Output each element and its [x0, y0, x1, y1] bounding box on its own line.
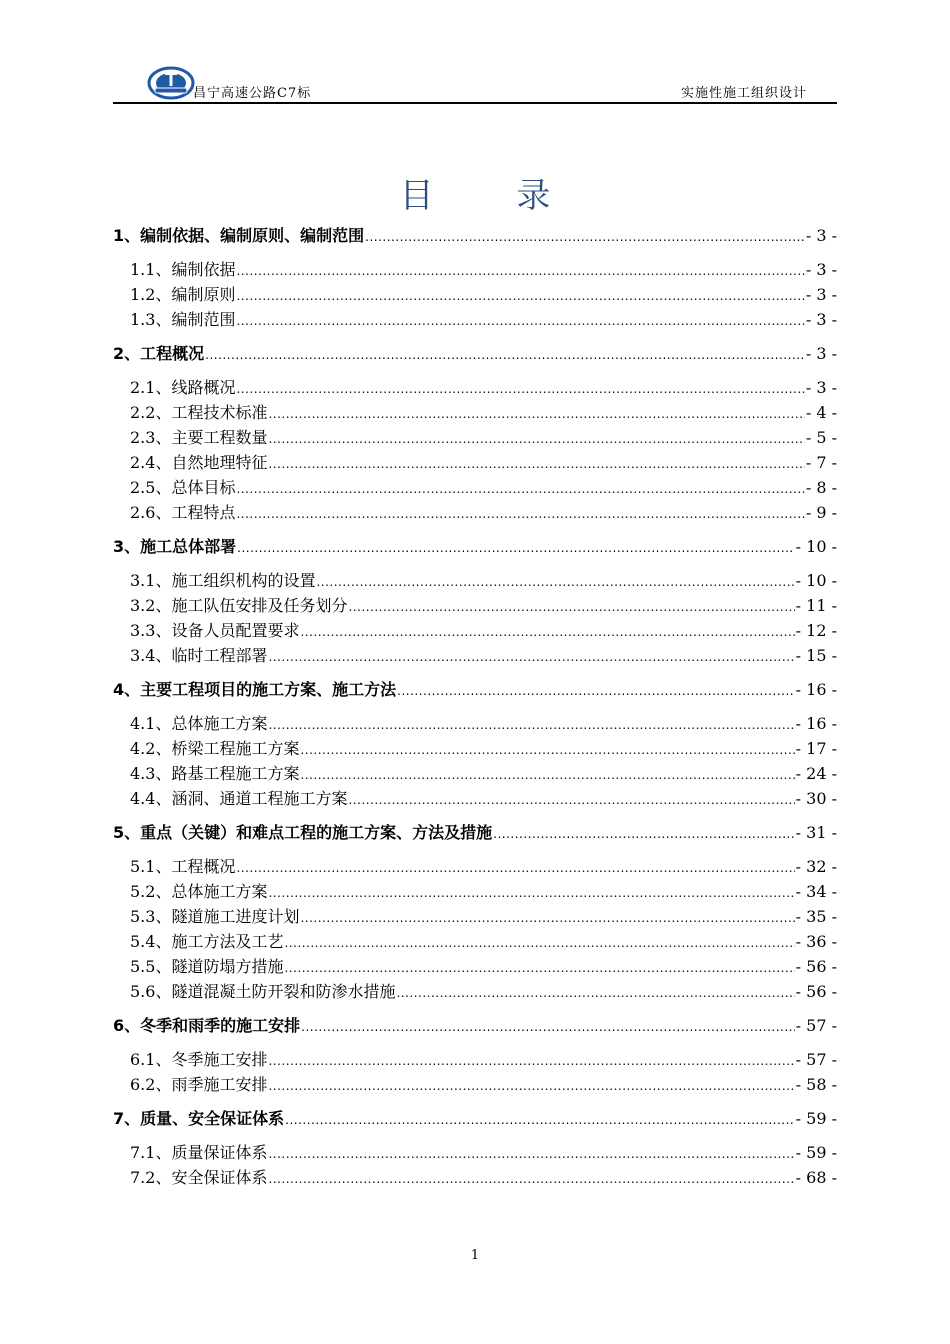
toc-entry-page: - 9 - — [805, 503, 837, 522]
toc-entry-label: 6、冬季和雨季的施工安排 — [113, 1016, 301, 1035]
toc-section-entry[interactable] — [130, 1166, 837, 1190]
toc-entry-page: - 34 - — [795, 882, 837, 901]
toc-section-entry[interactable] — [130, 980, 837, 1004]
toc-entry-label: 6.2、雨季施工安排 — [130, 1075, 268, 1094]
toc-entry-page: - 12 - — [795, 621, 837, 640]
toc-dot-leader — [268, 452, 804, 476]
toc-chapter-entry[interactable] — [113, 224, 837, 248]
toc-dot-leader — [397, 679, 795, 703]
toc-dot-leader — [348, 788, 794, 812]
toc-entry-page: - 30 - — [795, 789, 837, 808]
toc-entry-label: 3、施工总体部署 — [113, 537, 237, 556]
toc-entry-label: 5.3、隧道施工进度计划 — [130, 907, 300, 926]
toc-entry-label: 5.2、总体施工方案 — [130, 882, 268, 901]
toc-dot-leader — [236, 259, 804, 283]
toc-entry-label: 5.1、工程概况 — [130, 857, 236, 876]
header-project-name: 昌宁高速公路C7标 — [193, 86, 312, 101]
toc-entry-label: 7、质量、安全保证体系 — [113, 1109, 285, 1128]
toc-entry-label: 4.3、路基工程施工方案 — [130, 764, 300, 783]
toc-chapter-entry[interactable] — [113, 821, 837, 845]
toc-section-entry[interactable] — [130, 476, 837, 500]
toc-section-entry[interactable] — [130, 258, 837, 282]
toc-entry-label: 6.1、冬季施工安排 — [130, 1050, 268, 1069]
toc-section-entry[interactable] — [130, 1048, 837, 1072]
toc-dot-leader — [396, 981, 794, 1005]
toc-entry-label: 5.5、隧道防塌方措施 — [130, 957, 284, 976]
toc-section-entry[interactable] — [130, 712, 837, 736]
toc-dot-leader — [236, 502, 804, 526]
toc-entry-page: - 16 - — [795, 680, 837, 699]
toc-entry-label: 7.1、质量保证体系 — [130, 1143, 268, 1162]
company-logo-icon — [147, 66, 195, 100]
toc-entry-label: 5.6、隧道混凝土防开裂和防渗水措施 — [130, 982, 396, 1001]
toc-entry-label: 4.2、桥梁工程施工方案 — [130, 739, 300, 758]
toc-entry-label: 5、重点（关键）和难点工程的施工方案、方法及措施 — [113, 823, 493, 842]
toc-section-entry[interactable] — [130, 955, 837, 979]
header-document-type: 实施性施工组织设计 — [680, 86, 807, 101]
toc-entry-page: - 8 - — [805, 478, 837, 497]
toc-entry-label: 4.4、涵洞、通道工程施工方案 — [130, 789, 348, 808]
toc-section-entry[interactable] — [130, 930, 837, 954]
toc-dot-leader — [300, 763, 794, 787]
toc-dot-leader — [285, 1108, 795, 1132]
toc-entry-label: 7.2、安全保证体系 — [130, 1168, 268, 1187]
toc-section-entry[interactable] — [130, 1073, 837, 1097]
toc-entry-label: 5.4、施工方法及工艺 — [130, 932, 284, 951]
toc-dot-leader — [268, 427, 804, 451]
toc-section-entry[interactable] — [130, 644, 837, 668]
toc-dot-leader — [236, 377, 804, 401]
toc-entry-page: - 31 - — [795, 823, 837, 842]
toc-chapter-entry[interactable] — [113, 1107, 837, 1131]
toc-entry-page: - 59 - — [795, 1143, 837, 1162]
page-header — [113, 64, 837, 104]
toc-dot-leader — [268, 1049, 794, 1073]
toc-entry-page: - 7 - — [805, 453, 837, 472]
toc-entry-label: 3.3、设备人员配置要求 — [130, 621, 300, 640]
toc-dot-leader — [236, 477, 804, 501]
toc-entry-page: - 3 - — [805, 285, 837, 304]
toc-entry-label: 2.2、工程技术标准 — [130, 403, 268, 422]
toc-dot-leader — [348, 595, 794, 619]
toc-entry-page: - 56 - — [795, 957, 837, 976]
toc-entry-page: - 68 - — [795, 1168, 837, 1187]
toc-entry-page: - 17 - — [795, 739, 837, 758]
toc-dot-leader — [365, 225, 805, 249]
toc-entry-page: - 58 - — [795, 1075, 837, 1094]
toc-dot-leader — [268, 645, 794, 669]
toc-entry-page: - 57 - — [795, 1016, 837, 1035]
page-title: 目 录 — [399, 176, 587, 216]
toc-entry-label: 1.3、编制范围 — [130, 310, 236, 329]
toc-dot-leader — [316, 570, 794, 594]
toc-entry-page: - 5 - — [805, 428, 837, 447]
toc-entry-page: - 57 - — [795, 1050, 837, 1069]
page-number: 1 — [470, 1248, 480, 1263]
toc-entry-label: 3.1、施工组织机构的设置 — [130, 571, 316, 590]
toc-entry-page: - 16 - — [795, 714, 837, 733]
toc-dot-leader — [268, 1074, 794, 1098]
toc-entry-page: - 3 - — [805, 310, 837, 329]
toc-entry-label: 2.5、总体目标 — [130, 478, 236, 497]
toc-entry-page: - 36 - — [795, 932, 837, 951]
toc-section-entry[interactable] — [130, 787, 837, 811]
toc-chapter-entry[interactable] — [113, 342, 837, 366]
toc-entry-page: - 3 - — [805, 344, 837, 363]
toc-entry-page: - 59 - — [795, 1109, 837, 1128]
toc-section-entry[interactable] — [130, 880, 837, 904]
toc-dot-leader — [236, 856, 794, 880]
toc-section-entry[interactable] — [130, 401, 837, 425]
toc-entry-page: - 3 - — [805, 378, 837, 397]
toc-entry-label: 4.1、总体施工方案 — [130, 714, 268, 733]
toc-entry-label: 2.4、自然地理特征 — [130, 453, 268, 472]
toc-section-entry[interactable] — [130, 451, 837, 475]
toc-dot-leader — [237, 536, 795, 560]
toc-entry-label: 1.1、编制依据 — [130, 260, 236, 279]
toc-dot-leader — [284, 931, 794, 955]
toc-dot-leader — [268, 402, 804, 426]
toc-dot-leader — [236, 284, 804, 308]
toc-entry-page: - 10 - — [795, 537, 837, 556]
toc-dot-leader — [300, 738, 794, 762]
toc-section-entry[interactable] — [130, 569, 837, 593]
toc-chapter-entry[interactable] — [113, 535, 837, 559]
toc-section-entry[interactable] — [130, 619, 837, 643]
toc-dot-leader — [300, 906, 794, 930]
toc-dot-leader — [284, 956, 794, 980]
toc-dot-leader — [268, 713, 794, 737]
toc-entry-page: - 24 - — [795, 764, 837, 783]
toc-section-entry[interactable] — [130, 762, 837, 786]
toc-entry-page: - 15 - — [795, 646, 837, 665]
toc-section-entry[interactable] — [130, 905, 837, 929]
toc-section-entry[interactable] — [130, 283, 837, 307]
toc-dot-leader — [268, 1167, 794, 1191]
toc-entry-page: - 56 - — [795, 982, 837, 1001]
toc-dot-leader — [301, 1015, 795, 1039]
toc-section-entry[interactable] — [130, 737, 837, 761]
toc-section-entry[interactable] — [130, 308, 837, 332]
toc-section-entry[interactable] — [130, 426, 837, 450]
toc-chapter-entry[interactable] — [113, 678, 837, 702]
toc-entry-label: 1、编制依据、编制原则、编制范围 — [113, 226, 365, 245]
toc-entry-page: - 3 - — [805, 260, 837, 279]
toc-section-entry[interactable] — [130, 501, 837, 525]
toc-entry-label: 2.3、主要工程数量 — [130, 428, 268, 447]
toc-section-entry[interactable] — [130, 376, 837, 400]
toc-entry-page: - 4 - — [805, 403, 837, 422]
toc-entry-page: - 11 - — [795, 596, 837, 615]
toc-section-entry[interactable] — [130, 855, 837, 879]
toc-dot-leader — [236, 309, 804, 333]
toc-entry-label: 2.1、线路概况 — [130, 378, 236, 397]
toc-section-entry[interactable] — [130, 1141, 837, 1165]
toc-dot-leader — [205, 343, 805, 367]
toc-dot-leader — [493, 822, 795, 846]
toc-dot-leader — [268, 1142, 794, 1166]
toc-entry-label: 1.2、编制原则 — [130, 285, 236, 304]
toc-entry-label: 3.4、临时工程部署 — [130, 646, 268, 665]
toc-entry-page: - 32 - — [795, 857, 837, 876]
toc-entry-page: - 3 - — [805, 226, 837, 245]
toc-entry-label: 3.2、施工队伍安排及任务划分 — [130, 596, 348, 615]
toc-section-entry[interactable] — [130, 594, 837, 618]
toc-entry-label: 2.6、工程特点 — [130, 503, 236, 522]
toc-entry-page: - 35 - — [795, 907, 837, 926]
toc-entry-page: - 10 - — [795, 571, 837, 590]
toc-dot-leader — [300, 620, 794, 644]
toc-entry-label: 2、工程概况 — [113, 344, 205, 363]
toc-chapter-entry[interactable] — [113, 1014, 837, 1038]
toc-dot-leader — [268, 881, 794, 905]
toc-entry-label: 4、主要工程项目的施工方案、施工方法 — [113, 680, 397, 699]
